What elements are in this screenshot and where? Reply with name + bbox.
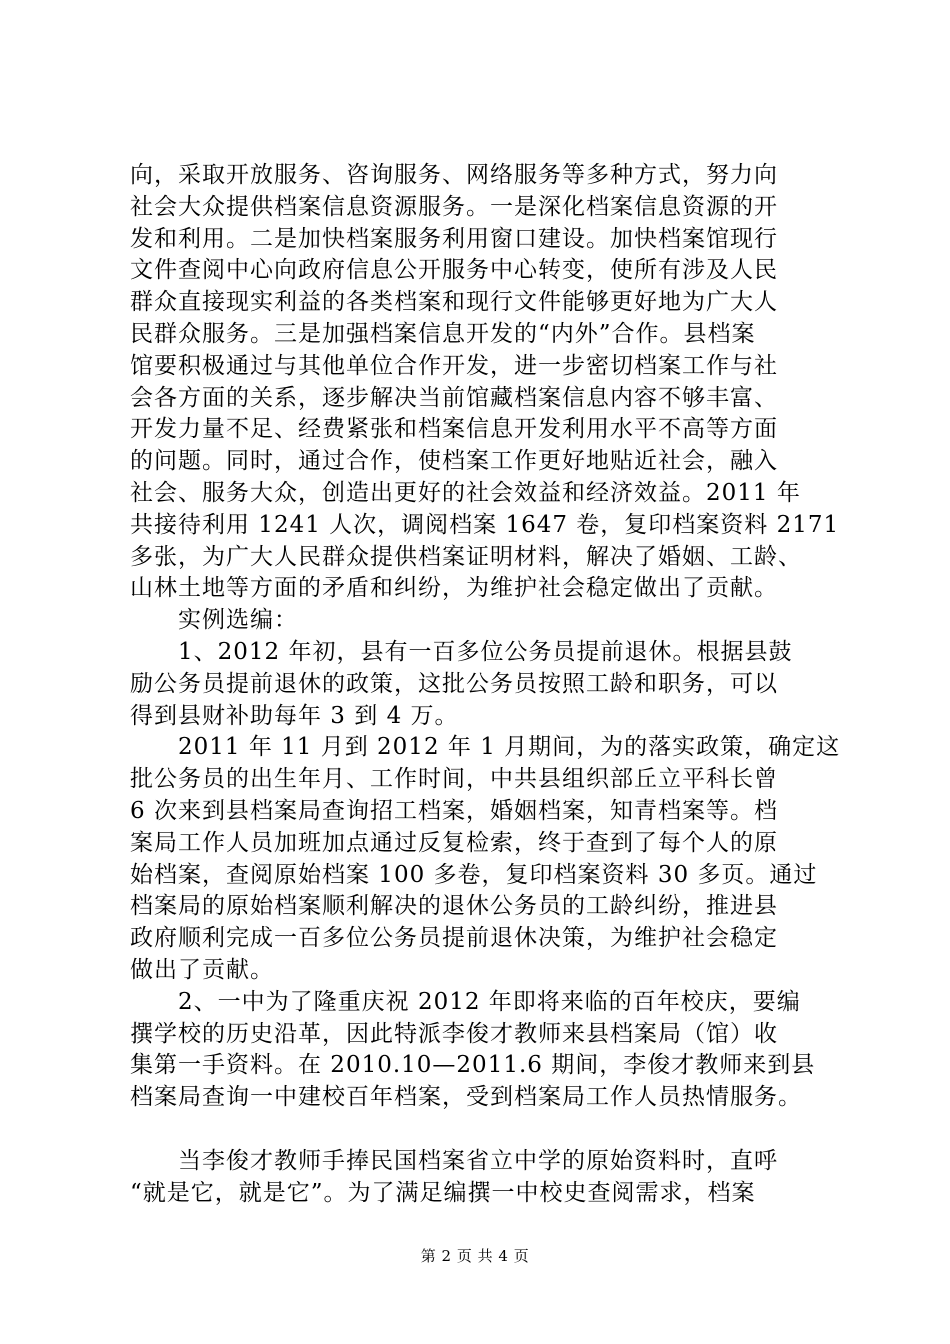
text-line: 批公务员的出生年月、工作时间，中共县组织部丘立平科长曾 <box>130 766 778 793</box>
text-line: 社会大众提供档案信息资源服务。一是深化档案信息资源的开 <box>130 193 778 220</box>
text-line: 做出了贡献。 <box>130 956 274 983</box>
text-line: 撰学校的历史沿革，因此特派李俊才教师来县档案局（馆）收 <box>130 1020 778 1047</box>
text-line: “就是它，就是它”。为了满足编撰一中校史查阅需求，档案 <box>130 1179 756 1206</box>
text-line: 1、2012 年初，县有一百多位公务员提前退休。根据县鼓 <box>178 638 793 665</box>
text-line: 得到县财补助每年 3 到 4 万。 <box>130 702 459 729</box>
text-line: 2011 年 11 月到 2012 年 1 月期间，为的落实政策，确定这 <box>178 734 841 761</box>
text-line: 社会、服务大众，创造出更好的社会效益和经济效益。2011 年 <box>130 479 801 506</box>
text-line: 励公务员提前退休的政策，这批公务员按照工龄和职务，可以 <box>130 670 778 697</box>
text-line: 案局工作人员加班加点通过反复检索，终于查到了每个人的原 <box>130 829 778 856</box>
text-line: 的问题。同时，通过合作，使档案工作更好地贴近社会，融入 <box>130 448 778 475</box>
text-line: 集第一手资料。在 2010.10—2011.6 期间，李俊才教师来到县 <box>130 1052 816 1079</box>
text-line: 民群众服务。三是加强档案信息开发的“内外”合作。县档案 <box>130 320 756 347</box>
document-body <box>130 160 841 1209</box>
text-line: 档案局查询一中建校百年档案，受到档案局工作人员热情服务。 <box>130 1084 802 1111</box>
text-line: 发和利用。二是加快档案服务利用窗口建设。加快档案馆现行 <box>130 225 778 252</box>
text-line: 档案局的原始档案顺利解决的退休公务员的工龄纠纷，推进县 <box>130 893 778 920</box>
text-line: 文件查阅中心向政府信息公开服务中心转变，使所有涉及人民 <box>130 257 778 284</box>
page-footer: 第 2 页 共 4 页 <box>420 1247 530 1265</box>
text-line: 馆要积极通过与其他单位合作开发，进一步密切档案工作与社 <box>130 352 778 379</box>
text-line: 当李俊才教师手捧民国档案省立中学的原始资料时，直呼 <box>178 1147 778 1174</box>
text-line: 会各方面的关系，逐步解决当前馆藏档案信息内容不够丰富、 <box>130 384 778 411</box>
text-line: 共接待利用 1241 人次，调阅档案 1647 卷，复印档案资料 2171 <box>130 511 840 538</box>
text-line: 2、一中为了隆重庆祝 2012 年即将来临的百年校庆，要编 <box>178 988 801 1015</box>
text-line: 6 次来到县档案局查询招工档案，婚姻档案，知青档案等。档 <box>130 797 778 824</box>
text-line: 政府顺利完成一百多位公务员提前退休决策，为维护社会稳定 <box>130 925 778 952</box>
text-line: 始档案，查阅原始档案 100 多卷，复印档案资料 30 多页。通过 <box>130 861 818 888</box>
text-line: 向，采取开放服务、咨询服务、网络服务等多种方式，努力向 <box>130 162 778 188</box>
paragraph-gap <box>130 1114 830 1146</box>
text-line: 群众直接现实利益的各类档案和现行文件能够更好地为广大人 <box>130 289 778 316</box>
text-line: 多张，为广大人民群众提供档案证明材料，解决了婚姻、工龄、 <box>130 543 802 570</box>
text-line: 山林土地等方面的矛盾和纠纷，为维护社会稳定做出了贡献。 <box>130 575 778 602</box>
text-line: 开发力量不足、经费紧张和档案信息开发利用水平不高等方面 <box>130 416 778 443</box>
section-heading: 实例选编： <box>178 607 298 634</box>
